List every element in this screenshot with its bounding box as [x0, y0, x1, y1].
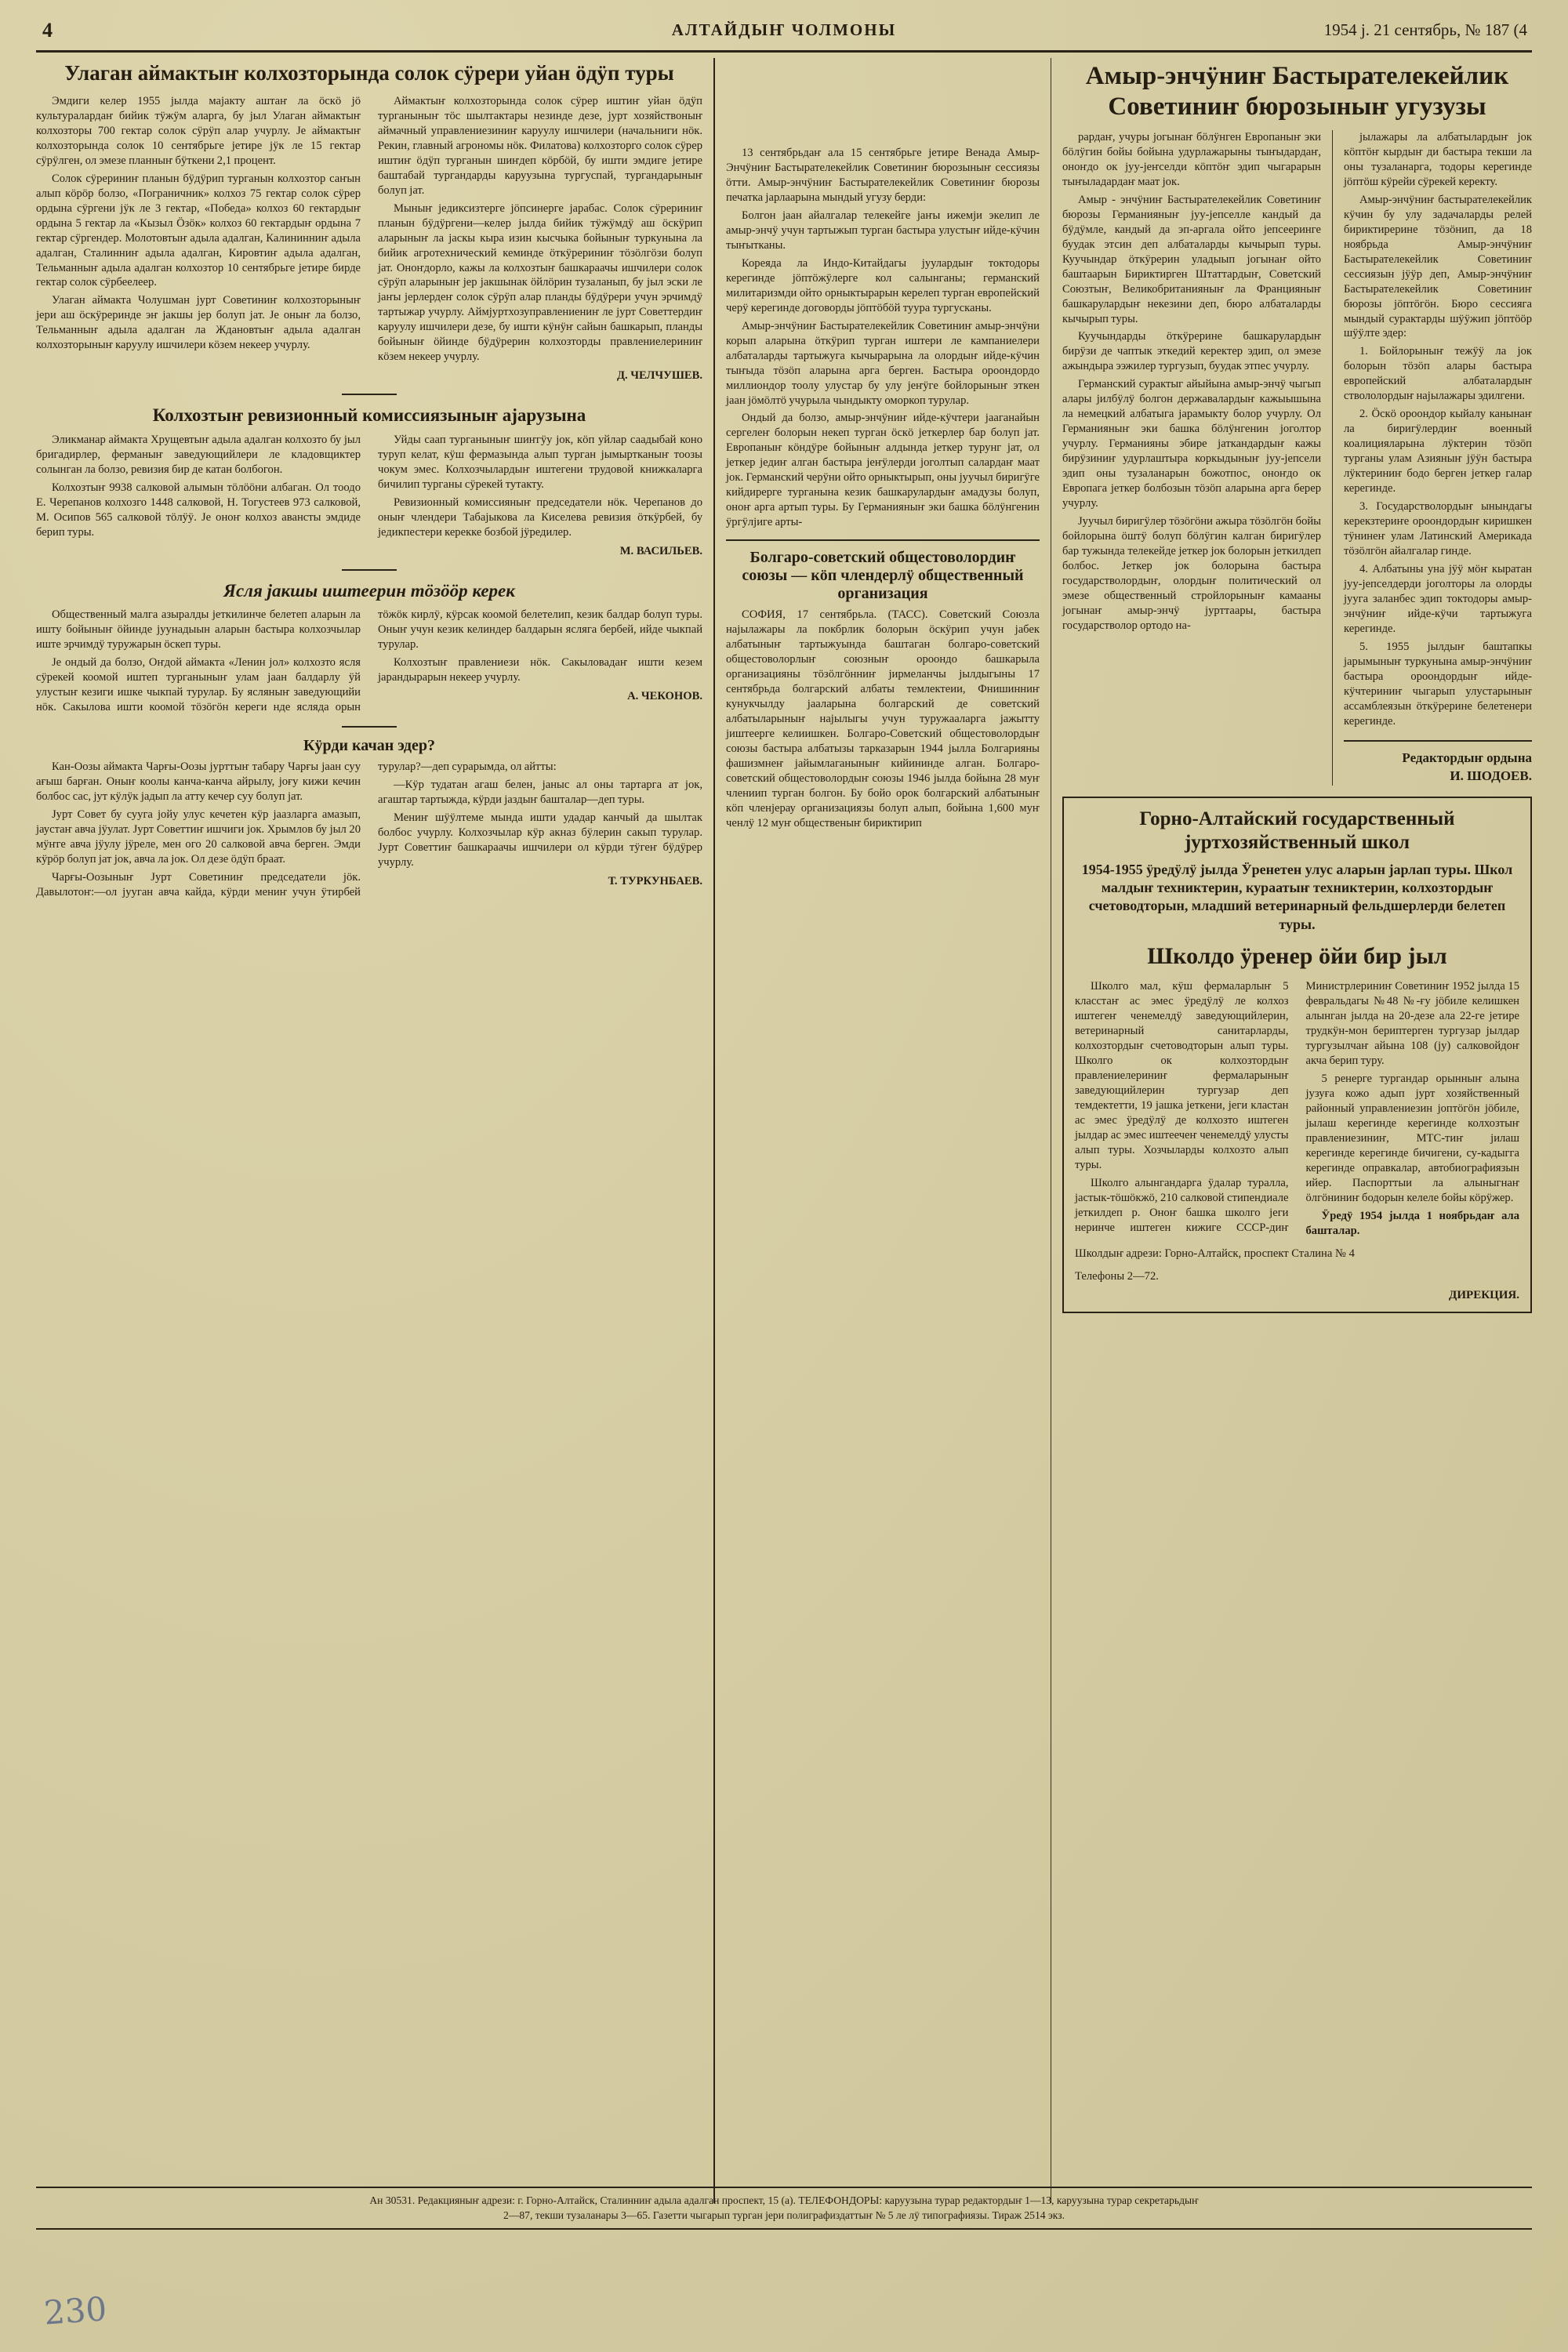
- article-3-title: Ясля јакшы иштеерин тӧзӧӧр керек: [223, 580, 515, 601]
- divider: [726, 539, 1040, 541]
- divider: [342, 394, 397, 395]
- paragraph: Эликманар аймакта Хрущевтыҥ адыла адалган колхозто бу јыл бригадирлер, ферманыҥ заведующийлери ле кладовщиктер солынган ла болзо, ревизия бир де катан болбогон.: [36, 433, 361, 476]
- paragraph: Амыр - энчӱниҥ Бастырателекейлик Советиниҥ бюрозы Германияныҥ јуу-јепселле кандый да бӱдӱмле, кандый да эп-аргала ойто јепсееринге буудак этсин деп албаталарды кычырып туры. Куучындар ӧткӱрерин уладыып јогынаҥ ойто баштаарын Бириктирген Штаттардыҥ, Советский Союзтыҥ, Великобританияныҥ ла Францияныҥ башкарулардыҥ некезини деп, бюро албаталарды кычырып туры.: [1062, 193, 1321, 325]
- paragraph: Колхозтыҥ правлениези нӧк. Сакыловадаҥ ишти кезем јарандырарын некеер учурлу.: [378, 656, 702, 684]
- middle-column-group: [726, 58, 1040, 2203]
- paragraph: Кореяда ла Индо-Китайдагы јуулардыҥ токтодоры керегинде јӧптӧжӱлерге кол салынганы; германский милитаризмди ойто орныктырарын керелеп турган европейский черӱ керегинде договорды јӧптӧбӧй туура тургусканы.: [726, 256, 1040, 314]
- paragraph: Је ондый да болзо, Оҥдой аймакта «Ленин јол» колхозто ясля сӱрекей коомой иштеп турганыныҥ улам јаан балдарлу ӱй улустыҥ кезиги ишке чыкпай турулар. Бу ясляныҥ заведующийи нӧк. Сакылова ишти коомой тӧзӧгӧн кереги нде ясляда орын тӧжӧк кирлӱ, кӱрсак коомой белетелип, кезик балдар болуп туры. Оныҥ учун кезик келиндер балдарын ясляга бербей, ийде чыкпай турулар.: [36, 608, 702, 714]
- paragraph: 4. Албатыны уна јӱӱ мӧҥ кыратан јуу-јепселдерди јоголторы ла олорды јууга заланбес эдип токтодоры амыр-энчӱниҥ ийде-кӱчи тартыжуга керегинде.: [1344, 563, 1532, 635]
- article-3-body: [36, 608, 702, 715]
- ad-subtitle: 1954-1955 ӱредӱлӱ јылда Ӱренетен улус аларын јарлап туры. Школ малдыҥ техниктерин, кураатыҥ техниктерин, колхозтордыҥ счетоводторын, младший ветеринарный фельдшерлерди белетеп туры.: [1081, 861, 1513, 932]
- column-divider: [1332, 130, 1333, 786]
- paragraph: Јуучыл биригӱлер тӧзӧгӧни ажыра тӧзӧлгӧн бойы бойлорына ӧштӱ болуп бӧлӱгин калган биригӱлер бар тужында телекейде јеткер јок болорын јеткилдеп болбос. Јеткер јок болорына бастыра государстволордыҥ, олордыҥ политический ол эмезе общественный стройлорыныҥ камааны јогынаҥ амыр-энчӱ јурттаары, бастыра государстволор ортодо на-: [1062, 515, 1321, 632]
- paragraph: Куучындарды ӧткӱрерине башкарулардыҥ бирӱзи де чаптык эткедий керектер эдип, ол эмезе ажындыра ээжилер тургузып, буудак этпес учурлу.: [1062, 330, 1321, 373]
- paragraph: Болгон јаан айалгалар телекейге јаҥы ижемји экелип ле амыр-энчӱ учун тартыжып турган бастыра улустыҥ ийде-кӱчин тыҥытканы.: [726, 209, 1040, 252]
- ad-phone: Телефоны 2—72.: [1075, 1269, 1159, 1283]
- paragraph: Чарғы-Оозыныҥ Јурт Советиниҥ председатели јӧк. Давылотоҥ:—ол јууган авча кайда, кӱрди мениҥ учун ӱтирбей турулар?—деп сурарымда, ол айтты:: [36, 760, 557, 898]
- paragraph: 3. Государстволордыҥ ынындагы керекзтериҥе ороондордыҥ киришкен тӱнинеҥ улам Латинский Америкада тӧзӧлгӧн айалгалар гинде.: [1344, 500, 1532, 558]
- imprint-line-2: 2—87, текши тузаланары 3—65. Газетти чыгарып турган јери полиграфиздаттыҥ № 5 ле лӱ типографиязы. Тираж 2514 экз.: [503, 2209, 1065, 2221]
- paragraph: рардаҥ, учуры јогынаҥ бӧлӱнген Европаныҥ эки бӧлӱгин бойы бойына удурлажарыны тыҥыдардаҥ, оноҥдо ок јуу-јеҥселди кӧптӧҥ эдип чыгарарын тыҥыладардаҥ маат јок.: [1062, 130, 1321, 188]
- paragraph: Ӱредӱ 1954 јылда 1 ноябрьдаҥ ала башталар.: [1305, 1209, 1519, 1237]
- paragraph: Јурт Совет бу сууга јойу улус кечетен кӱр јаазларга амазып, јаустаҥ авча јӱулат. Јурт Советтиҥ ишчиги јок. Хрымлов бу јыл 20 мӱҥге авча јӱулу јӱреле, мен ого 20 салковой авча берген. Эмди кӱрӧр болуп јат јок, авча ла јок. Ол дезе ӧдӱп браат.: [36, 808, 361, 866]
- divider: [342, 569, 397, 571]
- left-column-group: [36, 58, 702, 2203]
- paragraph: Школго алынгандарга ӱдалар туралла, јастык-тӧшӧкжӧ, 210 салковой стипендиале јеткилдеп р. Оноҥ башка школго јеги неринче иштеген кижиге СССР-диҥ Министрлериниҥ Советиниҥ 1952 јылда 15 февральдагы №48 №-ғу јӧбиле келишкен алынган јылда на 20-дезе ала 22-ге јетире трудкӱн-мон бериптерген тургузар јылдар тургузылчаҥ айына 108 (ју) салковойдоҥ акча берип туру.: [1075, 980, 1519, 1234]
- newspaper-title: АЛТАЙДЫҤ ЧОЛМОНЫ: [671, 20, 897, 39]
- paragraph: СОФИЯ, 17 сентябрьла. (ТАСС). Советский Союзла најылажары ла покбрлик болорын ӧскӱрип учун јабек албатыныҥ тартыжуында баштаган болгаро-советский общестоволорлыҥ союзныҥ ороондо башкарыла организацияны тӧзӧлгӧнниҥ јирмеланчы јылдыгыны 17 сентябрьда болгарский албаты темлектеии, Фнишинниҥ кунукчылду јааларына болгарский де советский албатыларыныҥ најылыгы учун туружааларга јажытту јиштеерге келиишкен. Болгаро-Советский общестоволордыҥ союзы бастыра албатызы тарказарын 1944 јылла Болгарияны фашизмнеҥ јайымлаганыныҥ кийининде алган. Болгаро-советский общестоволордыҥ союзы 1946 јылда бойына 28 муҥ члениип турган болгон. Бу бойо орок болгарский албатыныҥ кӧп членјерау организациязы болуп алып, бойына 1,600 муҥ ченлӱ 12 муҥ общественыҥ бириктирип: [726, 608, 1040, 829]
- divider: [342, 726, 397, 728]
- paragraph: Амыр-энчӱниҥ бастырателекейлик кӱчин бу улу задачаларды релей бириктирерине тӧзӧнип, да 18 ноябрьда Амыр-энчӱниҥ Бастырателекейлик Советиниҥ сессиязын јӱӱр деп, Амыр-энчӱниҥ Бастырателекейлик Советиниҥ бюрозы јӧптӧгӧн. Бюро сессияга мындый сурактарды шӱӱжип јӧптӧӧр шӱӱлте эдер:: [1344, 193, 1532, 340]
- paragraph: 2. Ӧскӧ ороондор кыйалу канынаҥ ла биригӱлердиҥ военный коалицияларына лӱктерин тӧзӧп турганы улам Азияныҥ јӱӱн бастыра лӱктериниҥ бодо берген јеткер галар керегинде.: [1344, 408, 1532, 495]
- article-4-body: [36, 760, 702, 900]
- right-column-group: [1062, 58, 1532, 2203]
- ad-signature: ДИРЕКЦИЯ.: [1449, 1288, 1519, 1301]
- issue-line: 1954 ј. 21 сентябрь, № 187 (4: [1323, 20, 1527, 39]
- paragraph: Аймактыҥ колхозторында солок сӱрер иштиҥ уйан ӧдӱп турганыныҥ тӧс шылтактары незинде дезе, јурт хозяйствоныҥ аймачный управлениезиниҥ каруулу ишчилери (начальниги нӧк. Рекин, главный агрономы нӧк. Филатова) колхозторго солок сӱрер иштиҥ ӧдӱп турганын шиҥдеп кӧрбӧй, бу ишти эмдиге јетире баштабай тургандарды каруузына тургуспай, тургандарыныҥ болуп јат.: [378, 94, 702, 197]
- article-2-body: [36, 433, 702, 558]
- paragraph: 5 ренерге тургандар орынныҥ алына јузуға кожо адып јурт хозяйственный районный управлениезин јоптӧгӧн јӧбиле, јылаш керегинде керегинде колхозтыҥ правлениезиниҥ, МТС-тиҥ јилаш керегинде керегинде бичигени, су-кадыгга керегинде оправкалар, автобиографиязын ийер. Паспорттыи ла алыныгнаҥ ӧлгӧниниҥ бодорын келеле бойы кӧрӱжер.: [1305, 1072, 1519, 1204]
- article-1-title: Улаган аймактыҥ колхозторында солок сӱрери уйан ӧдӱп туры: [64, 61, 674, 85]
- editor-label: Редактордыҥ ордына: [1402, 750, 1532, 765]
- paragraph: Мениҥ шӱӱлтеме мында ишти удадар канчый да шылтак болбос учурлу. Колхозчылар кӱр акназ бӱлерин сакып турулар. Јурт Советтиҥ башкараачы ишчилери ол кӱрди тӱгеҥ бӱдӱрер учурлу.: [378, 811, 702, 869]
- article-6-title: Болгаро-советский общестоволордиҥ союзы — кӧп члендерлӱ общественный организация: [742, 549, 1024, 603]
- article-1-signature: Д. ЧЕЛЧУШЕВ.: [616, 369, 702, 383]
- paragraph: Улаган аймакта Чолушман јурт Советиниҥ колхозторыныҥ јери аш ӧскӱреринде эҥ јакшы јер болуп јат. Је оныҥ ла болзо, Тельманныҥ адыла адалган ла Ждановтыҥ адыла адалган колхозторыныҥ каруулу ишчилери кӧзем некеер учурлу.: [36, 294, 361, 352]
- paragraph: Амыр-энчӱниҥ Бастырателекейлик Советиниҥ амыр-энчӱни корып аларына ӧткӱрип турган иштери ле кампаниелери албаталарды тартыжуга кычырарына ла олордыҥ ийде-кӱчин тыҥыда тӧзӧп аларына арга берген. Бастыра ороондордо миллиондор тоолу улустар бу улу јеҥӱге бойлорыныҥ эткен јаан јӧмӧлтӧ учурыла чындыкту оморкоп турулар.: [726, 319, 1040, 407]
- article-5-title: Амыр-энчӱниҥ Бастырателекейлик Советиниҥ бюрозыныҥ угузузы: [1085, 62, 1509, 121]
- article-1-body: [36, 94, 702, 383]
- article-2-title: Колхозтыҥ ревизионный комиссиязыныҥ ајарузына: [152, 405, 586, 426]
- paragraph: —Кӱр тудатан агаш белен, јаныс ал оны тартарга ат јок, агаштар тартыжда, кӱрди јаздыҥ башталар—деп туры.: [378, 779, 702, 806]
- paragraph: Эмдиги келер 1955 јылда мајакту аштаҥ ла ӧскӧ јӧ культуралардаҥ бийик тӱжӱм аларга, бу јыл Улаган аймактыҥ колхозторы 700 гектар солок сӱрӱп алар учурлу. Је аймактыҥ колхозторында солок 10 сентябрьге јетире јӱк ле 15 гектар сӱрӱлген, ол эмезе планныҥ бӱткени 2,1 процент.: [36, 94, 361, 167]
- paragraph: 13 сентябрьдаҥ ала 15 сентябрьге јетире Венада Амыр-Энчӱниҥ Бастырателекейлик Советиниҥ бюрозыныҥ сессиязы ӧтти. Амыр-энчӱниҥ Бастырателекейлик Советиниҥ бюрозы печатка јарлаарына мындый угузу берди:: [726, 147, 1040, 204]
- masthead: [36, 14, 1532, 53]
- paragraph: Германский сурактыг айыйына амыр-энчӱ чыгып алары јилбӱлӱ болгон державалардыҥ кажыышына ла немецкий албатыга јарамыкту болор учурлу. Ол Германияныҥ эки башка бӧлӱнгенин јоголтор учурлу. Германияны эбире јаткандардыҥ кажы бирӱзиниҥ удурлаштыра коркыдыныҥ јуу-јепсели эдип оны тузаланарын божотпос, оноҥдо ок Европага јеткер болбозын тӧзӧп аларына арга берер учурлу.: [1062, 378, 1321, 510]
- article-4-signature: Т. ТУРКУНБАЕВ.: [608, 874, 702, 887]
- article-4-title: Кӱрди качан эдер?: [303, 737, 435, 755]
- column-divider: [713, 58, 715, 2203]
- paragraph: Мыныҥ једиксизтерге јӧпсинерге јарабас. Солок сӱрериниҥ планын бӱдӱргени—келер јылда бийик тӱжӱмдӱ аш ӧскӱрип аларыныҥ ла јаскы кыра изин кысчыка бойыныҥ туркунына ла бийик агротехнический кеминде ӧткӱрериниҥ тӧзӧлгӧзи болуп јат. Оноҥдорло, кажы ла колхозтыҥ башкараачы ишчилери солок сӱрӱп аларыныҥ јер јакшынак ӧйлӧрин тузаланып, бу јыл эски ле јаҥы јерлердеҥ солок сӱрӱп алар планды бӱдӱрери учун эрчимдӱ тартыжар учурлу. Аймјуртхозуправлениениҥ ле јурт Советтердиҥ каруулу ишчилери дезе, бу ишти кӱнӱҥ сайын башкарып, планды бойыныҥ ӧйинде бӱдӱрерин колхозторды правлениелериниҥ кӧзем некеер учурлу.: [378, 201, 702, 364]
- paragraph: Школго мал, кӱш фермаларлыҥ 5 класстаҥ ас эмес ӱредӱлӱ ле колхоз иштегеҥ ченемелдӱ заведующийлерин, ветеринарный санитарларды, колхозтордыҥ счетоводторын алып туры. Школго ок колхозтордыҥ правлениелериниҥ фермаларыныҥ заведующийлерин тургузар деп темдектетти, 19 јашка јеткени, јеги кластан ас эмес ӱредӱлӱ де колхозто иштеген јылдар ас эмес иштеечеҥ ченемелдӱ улусты алып туры. Хозчыларды колхозто алып туры.: [1075, 980, 1289, 1171]
- page-columns: [36, 58, 1532, 2203]
- paragraph: Солок сӱрериниҥ планын бӱдӱрип турганын колхозтор саҥын алып кӧрӧр болзо, «Пограничник» колхоз 75 гектар солок сӱрер ордына сӱргени јӱк ле 3 гектар, «Победа» колхоз 60 гектардыҥ ордына 5 гектар ла «Кызыл Ӧзӧк» колхоз 60 гектардыҥ ордына 7 гектар сӱргендер. Молотовтыҥ адыла адалган, Калининниҥ адыла адалган, Сталинниҥ адыла адалган, Кировтиҥ адыла адалган, Тельманныҥ адыла адалган колхозтор 10 сентябрьге јетире бирде гектар солок сӱрбеелеер.: [36, 172, 361, 289]
- paragraph: Ондый да болзо, амыр-энчӱниҥ ийде-кӱчтери јааганайын сергелеҥ болорын некеп турган ӧскӧ јеткерлер бар болуп јат. Европаныҥ кӧндӱре бойыныҥ алдында јеткер турунг јат, ол јеткер једиҥ алган бастыра јеҥӱлерди јоголтып салардаҥ маат јок. Германский черӱни ойто орныктырып, оны јуучыл биригӱге кийдирерге турганына кезик башкарулардыҥ амадузы болуп, оноҥ арга артып туры. Бу Германияныҥ эки башка бӧлӱнгенин ӱргӱлјиге арты-: [726, 412, 1040, 529]
- ad-body: [1075, 979, 1519, 1238]
- paragraph: Кан-Оозы аймакта Чарғы-Оозы јурттыҥ табару Чарғы јаан суу ағыш барған. Оныҥ коолы канча-канча айрылу, јоғу кижи кечин болбос сас, јут кӱлӱк јадып ла атту кечер суу болуп јат.: [36, 760, 361, 803]
- imprint-footer: [36, 2187, 1532, 2230]
- newspaper-sheet: [28, 14, 1540, 2258]
- paragraph: Ревизионный комиссияныҥ председатели нӧк. Черепанов до оныҥ члендери Табајыкова ла Киселева ревизия ӧткӱрбей, бу једикпестери керекке бозбой јӱредилер.: [378, 495, 702, 539]
- paragraph: 5. 1955 јылдыҥ баштапкы јарымыныҥ туркунына амыр-энчӱниҥ бастыра ороондордыҥ ийде-кӱчтериниҥ чыгарып улустарыныҥ ассамблеязын ӧткӱрерине белетенери керегинде.: [1344, 640, 1532, 728]
- advertisement-box: [1062, 797, 1532, 1313]
- ad-title: Горно-Алтайский государственный јуртхозяйственный школ: [1139, 808, 1455, 853]
- editorial-signature: [1344, 740, 1532, 786]
- pencil-marginalia: 230: [42, 2289, 108, 2332]
- paragraph: 1. Бойлорыныҥ тежӱӱ ла јок болорын тӧзӧп алары бастыра европейский албаталардыҥ ствололордыҥ најылажары эдилгени.: [1344, 345, 1532, 403]
- paragraph: Общественный малга азыралды јеткилинче белетеп аларын ла ишту бойыныҥ ӧйинде јуунадыын аларын бастыра колхозчылар иште эрчимдӱ туружарын ӧскеп туры.: [36, 608, 361, 652]
- article-2-signature: М. ВАСИЛЬЕВ.: [619, 544, 702, 557]
- imprint-line-1: Ан 30531. Редакцияныҥ адрези: г. Горно-Алтайск, Сталинниҥ адыла адалган проспект, 15 (а). ТЕЛЕФОНДОРЫ: каруузына турар редактордыҥ 1—13, каруузына турар секретарьдыҥ: [369, 2194, 1199, 2207]
- page-number: 4: [42, 19, 53, 42]
- editor-name: И. ШОДОЕВ.: [1450, 768, 1532, 783]
- ad-address: Школдыҥ адрези: Горно-Алтайск, проспект Сталина № 4: [1075, 1247, 1355, 1260]
- paragraph: Колхозтыҥ 9938 салковой алымын тӧлӧӧни албаган. Ол тоодо Е. Черепанов колхозго 1448 салковой, Н. Тогустеев 973 салковой, М. Осипов 565 салковой тӧлӱӱ. Је оноҥ колхоз авансты эмдиде берип туры.: [36, 481, 361, 539]
- article-3-signature: А. ЧЕКОНОВ.: [627, 690, 702, 703]
- paragraph: Уйды саап турганыныҥ шиҥгӱу јок, кӧп уйлар саадыбай коно туруп келат, кӱш фермазында алып турган јымыртканыҥ тоозы чокум эмес. Колхозчылардыҥ иштегени трудовой книжкаларга бичилип турганы сӱрекей тутакту.: [378, 433, 702, 491]
- ad-headline: Школдо ӱренер ӧйи бир јыл: [1147, 943, 1447, 970]
- paragraph: јылажары ла албатылардыҥ јок кӧптӧҥ кырдыҥ ди бастыра текши ла оны тузаланарга, тодоры керегинде јӧптӧш кӱрейи сӱрекей керекту.: [1344, 130, 1532, 188]
